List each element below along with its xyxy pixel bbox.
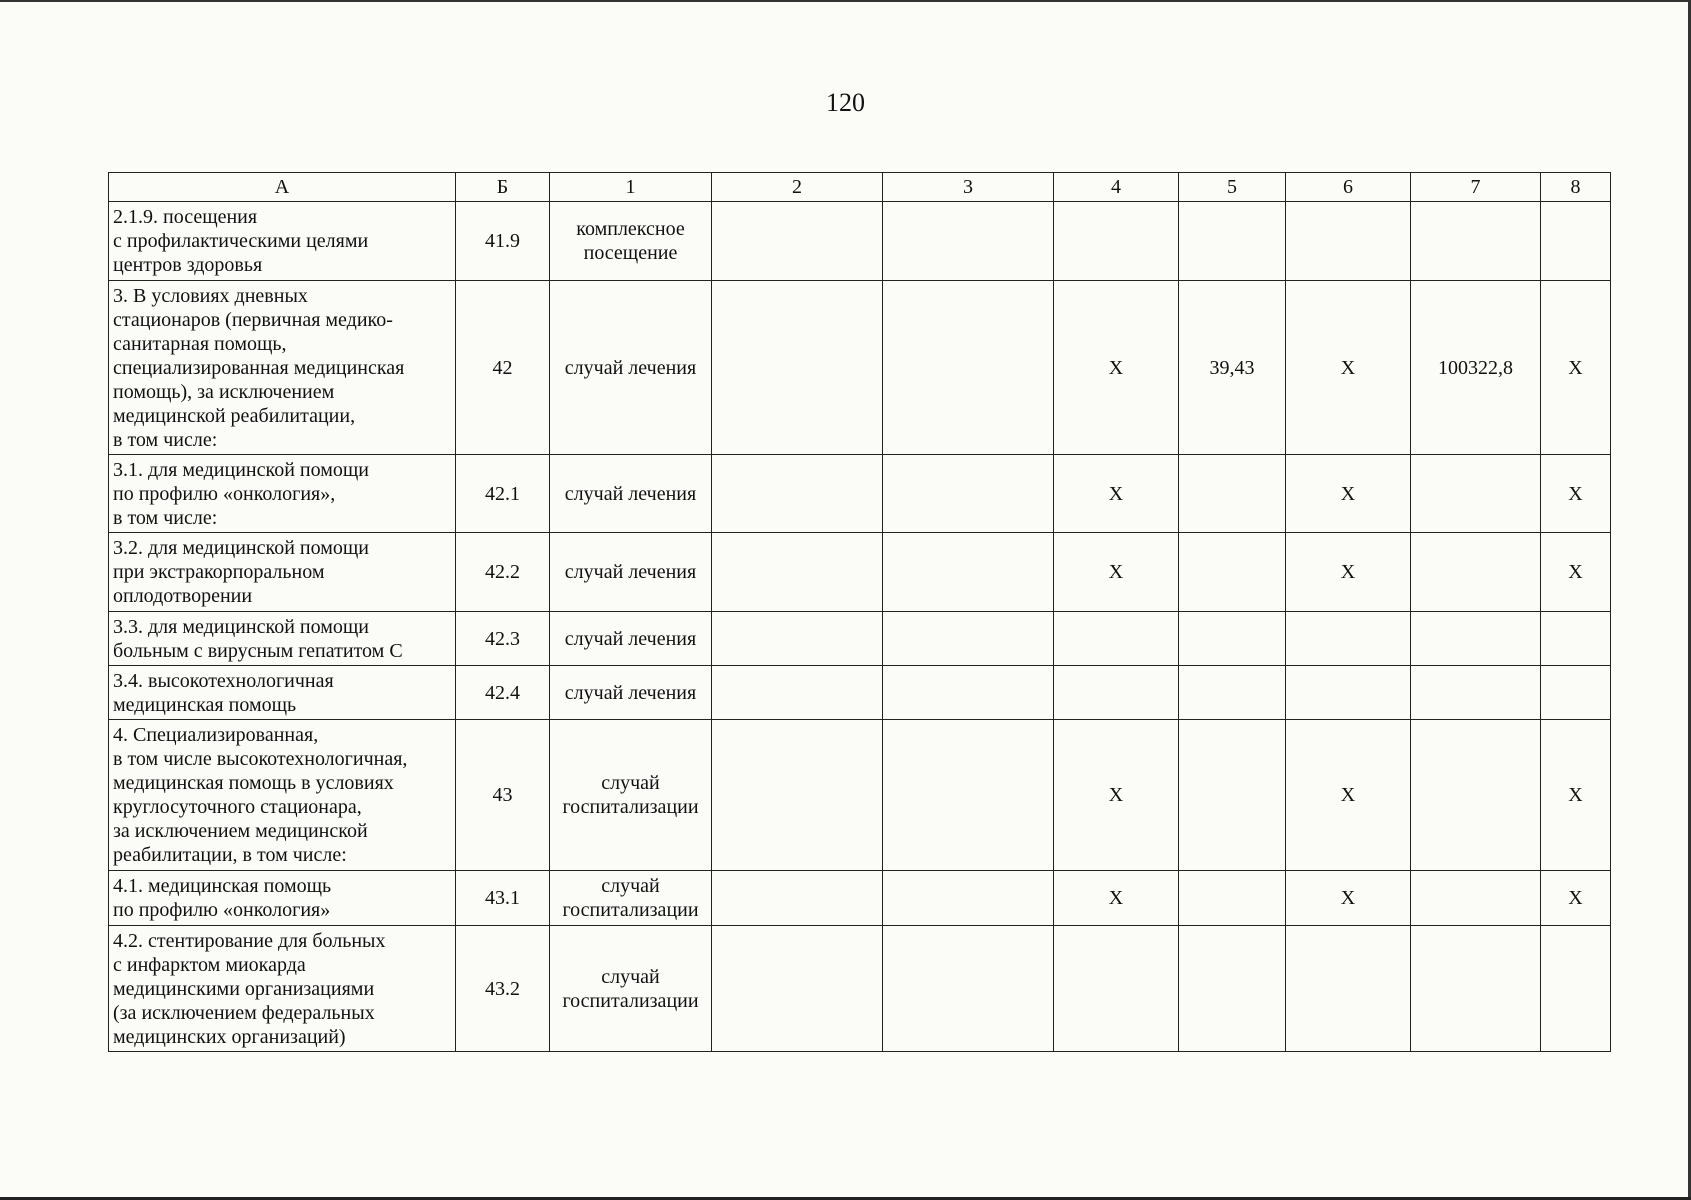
- row-code: 42.1: [456, 455, 550, 533]
- column-header-4: 4: [1054, 173, 1179, 202]
- row-name: 4.2. стентирование для больных с инфарктом миокарда медицинскими организациями (за исключением федеральных медицинских организаций): [109, 926, 456, 1052]
- row-code: 41.9: [456, 202, 550, 281]
- cell-7: [1411, 666, 1541, 720]
- cell-6: [1286, 612, 1411, 666]
- row-unit: случай лечения: [550, 281, 712, 455]
- table-row: [109, 720, 1611, 871]
- header-row: [109, 173, 1611, 202]
- row-code: 42.4: [456, 666, 550, 720]
- cell-2: [712, 666, 883, 720]
- row-name: 3.1. для медицинской помощи по профилю «онкология», в том числе:: [109, 455, 456, 533]
- row-code: 42.2: [456, 533, 550, 612]
- cell-2: [712, 720, 883, 871]
- cell-3: [883, 612, 1054, 666]
- cell-5: [1179, 612, 1286, 666]
- cell-7: [1411, 533, 1541, 612]
- cell-4: [1054, 612, 1179, 666]
- cell-7: 100322,8: [1411, 281, 1541, 455]
- cell-7: [1411, 720, 1541, 871]
- column-header-7: 7: [1411, 173, 1541, 202]
- cell-5: [1179, 871, 1286, 926]
- cell-5: [1179, 720, 1286, 871]
- cell-6: [1286, 666, 1411, 720]
- cell-2: [712, 612, 883, 666]
- row-unit: случай лечения: [550, 533, 712, 612]
- cell-4: Х: [1054, 871, 1179, 926]
- cell-6: Х: [1286, 281, 1411, 455]
- cell-3: [883, 455, 1054, 533]
- cell-7: [1411, 926, 1541, 1052]
- column-header-5: 5: [1179, 173, 1286, 202]
- table-row: [109, 455, 1611, 533]
- cell-5: [1179, 926, 1286, 1052]
- row-name: 4.1. медицинская помощь по профилю «онкология»: [109, 871, 456, 926]
- cell-6: [1286, 202, 1411, 281]
- cell-5: [1179, 666, 1286, 720]
- row-unit: случай лечения: [550, 666, 712, 720]
- row-unit: случай госпитализации: [550, 720, 712, 871]
- cell-3: [883, 871, 1054, 926]
- cell-8: Х: [1541, 720, 1611, 871]
- data-table: [108, 172, 1611, 1052]
- cell-4: [1054, 926, 1179, 1052]
- table-row: [109, 666, 1611, 720]
- column-header-1: 1: [550, 173, 712, 202]
- cell-8: [1541, 926, 1611, 1052]
- column-header-b: Б: [456, 173, 550, 202]
- row-unit: случай госпитализации: [550, 871, 712, 926]
- cell-5: [1179, 533, 1286, 612]
- table-row: [109, 926, 1611, 1052]
- table-row: [109, 281, 1611, 455]
- row-name: 2.1.9. посещения с профилактическими целями центров здоровья: [109, 202, 456, 281]
- row-unit: случай лечения: [550, 612, 712, 666]
- cell-7: [1411, 612, 1541, 666]
- cell-3: [883, 533, 1054, 612]
- scan-edge-top: [0, 0, 1691, 2]
- row-name: 3. В условиях дневных стационаров (первичная медико- санитарная помощь, специализированная медицинская помощь), за исключением медицинской реабилитации, в том числе:: [109, 281, 456, 455]
- cell-2: [712, 926, 883, 1052]
- row-code: 43: [456, 720, 550, 871]
- cell-6: [1286, 926, 1411, 1052]
- page-number: 120: [826, 88, 865, 117]
- cell-2: [712, 281, 883, 455]
- column-header-3: 3: [883, 173, 1054, 202]
- column-header-6: 6: [1286, 173, 1411, 202]
- table-row: [109, 202, 1611, 281]
- row-unit: комплексное посещение: [550, 202, 712, 281]
- cell-3: [883, 202, 1054, 281]
- cell-8: [1541, 612, 1611, 666]
- cell-3: [883, 926, 1054, 1052]
- cell-7: [1411, 871, 1541, 926]
- cell-4: [1054, 666, 1179, 720]
- column-header-a: А: [109, 173, 456, 202]
- cell-7: [1411, 202, 1541, 281]
- cell-4: [1054, 202, 1179, 281]
- row-code: 43.2: [456, 926, 550, 1052]
- cell-8: Х: [1541, 281, 1611, 455]
- column-header-8: 8: [1541, 173, 1611, 202]
- cell-2: [712, 533, 883, 612]
- row-unit: случай госпитализации: [550, 926, 712, 1052]
- cell-3: [883, 281, 1054, 455]
- row-name: 3.4. высокотехнологичная медицинская помощь: [109, 666, 456, 720]
- cell-8: Х: [1541, 533, 1611, 612]
- cell-8: [1541, 202, 1611, 281]
- cell-3: [883, 720, 1054, 871]
- row-unit: случай лечения: [550, 455, 712, 533]
- row-code: 43.1: [456, 871, 550, 926]
- cell-2: [712, 202, 883, 281]
- cell-8: Х: [1541, 455, 1611, 533]
- cell-4: Х: [1054, 720, 1179, 871]
- cell-2: [712, 455, 883, 533]
- cell-7: [1411, 455, 1541, 533]
- row-name: 3.2. для медицинской помощи при экстракорпоральном оплодотворении: [109, 533, 456, 612]
- cell-4: Х: [1054, 533, 1179, 612]
- cell-8: Х: [1541, 871, 1611, 926]
- column-header-2: 2: [712, 173, 883, 202]
- cell-4: Х: [1054, 455, 1179, 533]
- cell-4: Х: [1054, 281, 1179, 455]
- cell-6: Х: [1286, 533, 1411, 612]
- cell-5: 39,43: [1179, 281, 1286, 455]
- row-code: 42.3: [456, 612, 550, 666]
- cell-6: Х: [1286, 871, 1411, 926]
- cell-6: Х: [1286, 455, 1411, 533]
- cell-8: [1541, 666, 1611, 720]
- cell-5: [1179, 202, 1286, 281]
- table-row: [109, 533, 1611, 612]
- cell-2: [712, 871, 883, 926]
- row-code: 42: [456, 281, 550, 455]
- row-name: 4. Специализированная, в том числе высокотехнологичная, медицинская помощь в условиях круглосуточного стационара, за исключением медицинской реабилитации, в том числе:: [109, 720, 456, 871]
- cell-6: Х: [1286, 720, 1411, 871]
- row-name: 3.3. для медицинской помощи больным с вирусным гепатитом С: [109, 612, 456, 666]
- cell-5: [1179, 455, 1286, 533]
- table-row: [109, 871, 1611, 926]
- table-row: [109, 612, 1611, 666]
- cell-3: [883, 666, 1054, 720]
